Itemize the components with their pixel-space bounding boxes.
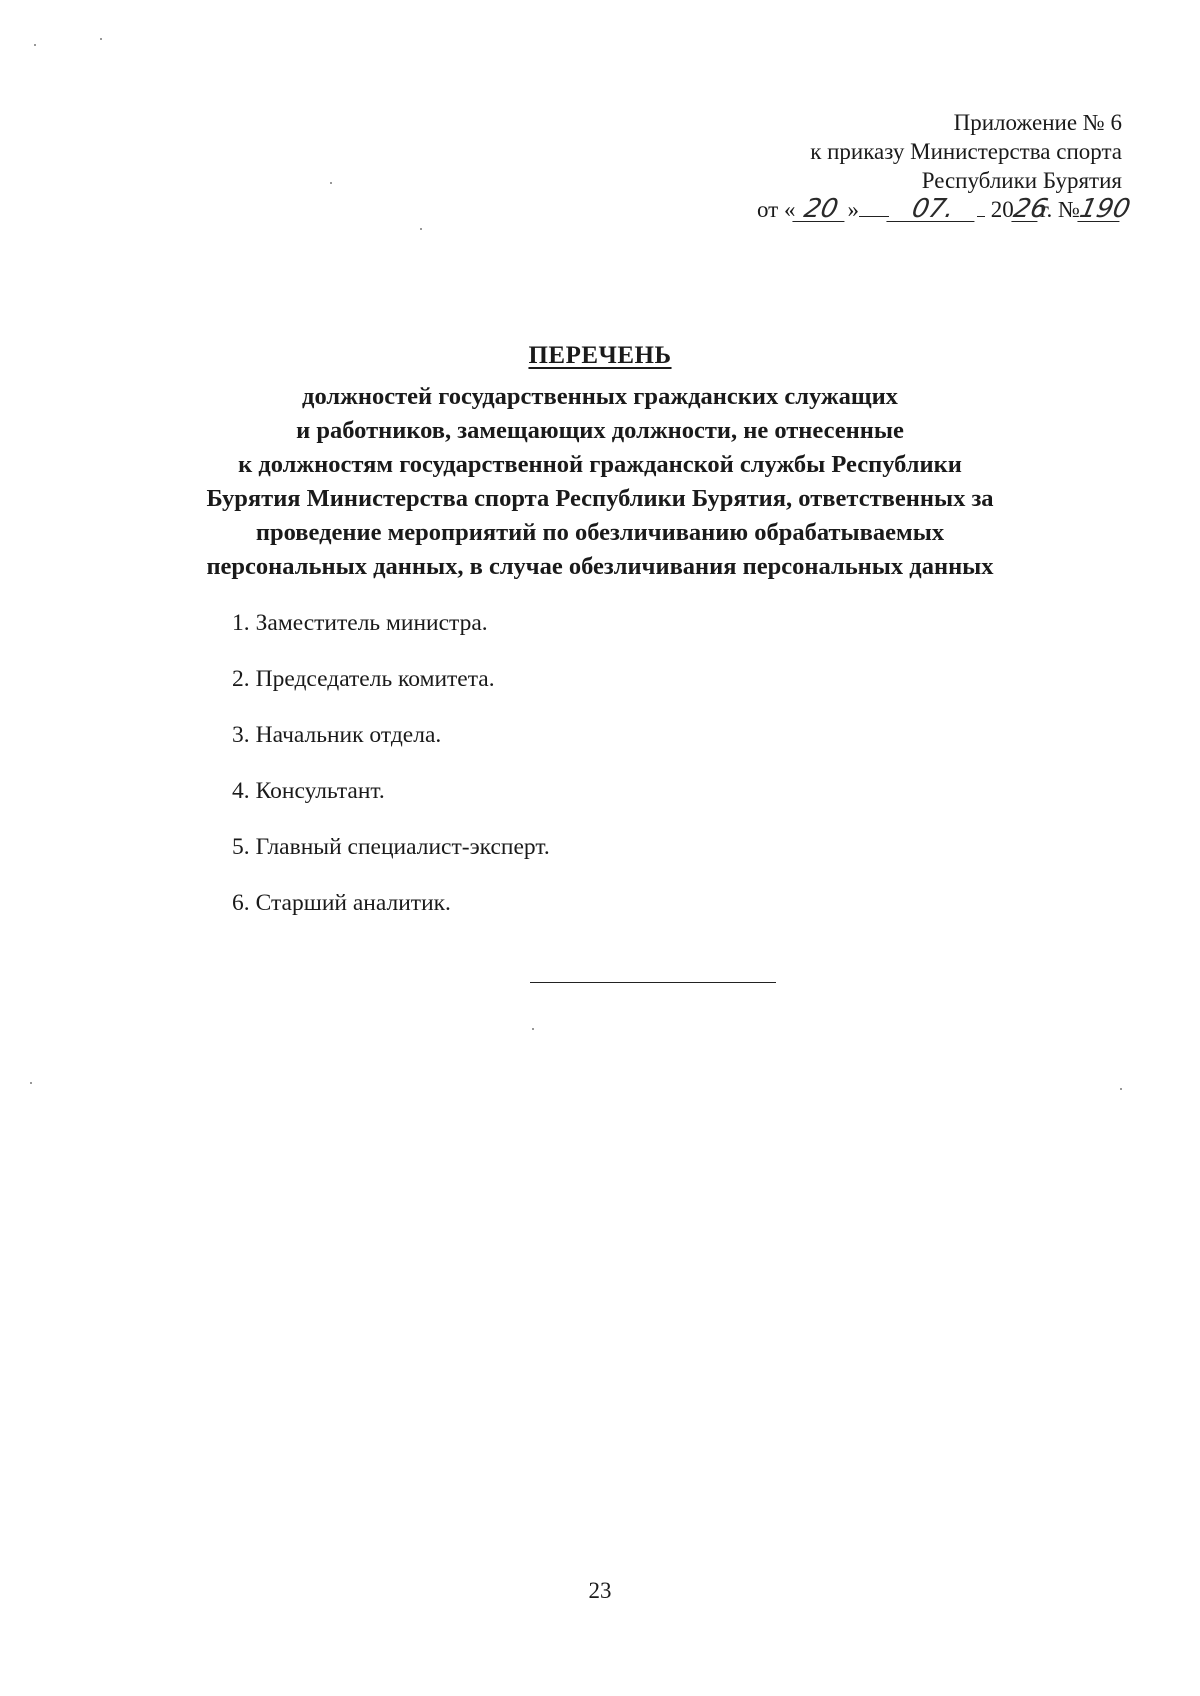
- date-day-close: »: [847, 197, 859, 222]
- list-item: [232, 832, 550, 862]
- item-text: Заместитель министра.: [255, 610, 488, 636]
- subtitle-line: к должностям государственной гражданской службы Республики: [238, 451, 962, 478]
- page-number: 23: [588, 1578, 612, 1603]
- item-text: Главный специалист-эксперт.: [255, 834, 550, 860]
- scan-speck: [420, 228, 422, 230]
- scan-speck: [330, 182, 332, 184]
- scan-speck: [1120, 1088, 1122, 1090]
- item-text: Консультант.: [255, 778, 385, 804]
- item-number: 2.: [232, 666, 250, 692]
- item-number: 5.: [232, 834, 250, 860]
- list-item: [232, 664, 550, 694]
- appendix-header: [756, 108, 1133, 224]
- item-number: 6.: [232, 890, 250, 916]
- handwritten-order-number: 190: [1076, 194, 1133, 224]
- item-number: 4.: [232, 778, 250, 804]
- handwritten-day: 20: [793, 197, 850, 222]
- list-item: [232, 776, 550, 806]
- handwritten-month: 07.: [886, 197, 979, 222]
- order-date-line: [756, 194, 1133, 224]
- end-divider: [530, 982, 776, 983]
- item-number: 3.: [232, 722, 250, 748]
- item-text: Начальник отдела.: [255, 722, 442, 748]
- year-prefix: 20: [990, 197, 1014, 222]
- item-number: 1.: [232, 610, 250, 636]
- appendix-number: Приложение № 6: [953, 110, 1122, 135]
- subtitle-line: Бурятия Министерства спорта Республики Бурятия, ответственных за: [206, 485, 994, 512]
- date-prefix: от «: [756, 197, 796, 222]
- item-text: Старший аналитик.: [255, 890, 451, 916]
- document-title: ПЕРЕЧЕНЬ: [528, 342, 672, 369]
- subtitle-line: персональных данных, в случае обезличивания персональных данных: [206, 553, 994, 580]
- subtitle-line: и работников, замещающих должности, не отнесенные: [296, 417, 904, 444]
- scan-speck: [532, 1028, 534, 1030]
- order-reference: к приказу Министерства спорта: [810, 139, 1122, 164]
- blank-underline: [859, 214, 889, 217]
- republic-name: Республики Бурятия: [921, 168, 1122, 193]
- handwritten-year: 26: [1010, 194, 1051, 224]
- subtitle-line: должностей государственных гражданских служащих: [302, 383, 898, 410]
- document-subtitle: [120, 380, 1080, 584]
- blank-underline: [977, 214, 985, 217]
- list-item: [232, 720, 550, 750]
- list-item: [232, 888, 550, 918]
- scan-speck: [100, 38, 102, 40]
- subtitle-line: проведение мероприятий по обезличиванию обрабатываемых: [255, 519, 945, 546]
- scan-speck: [30, 1082, 32, 1084]
- title-block: [120, 340, 1080, 584]
- list-item: [232, 608, 550, 638]
- year-end: г. №: [1039, 197, 1080, 222]
- item-text: Председатель комитета.: [255, 666, 495, 692]
- scan-speck: [34, 44, 36, 46]
- positions-list: [232, 608, 550, 944]
